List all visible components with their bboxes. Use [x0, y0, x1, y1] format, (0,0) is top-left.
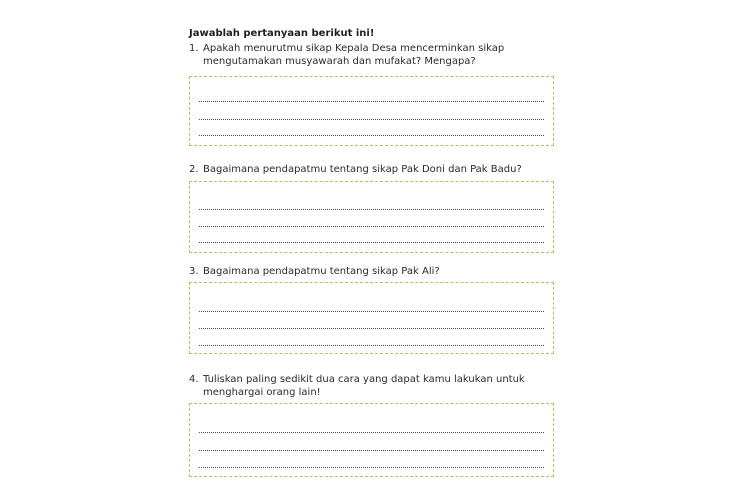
answer-box-2[interactable] [189, 181, 554, 253]
answer-line[interactable] [199, 450, 544, 451]
question-4-number: 4. [189, 374, 199, 385]
answer-box-3[interactable] [189, 282, 554, 354]
question-2-number: 2. [189, 164, 199, 175]
answer-line[interactable] [199, 432, 544, 433]
answer-line[interactable] [199, 135, 544, 136]
question-1-number: 1. [189, 43, 199, 54]
answer-line[interactable] [199, 467, 544, 468]
answer-line[interactable] [199, 209, 544, 210]
question-3 [189, 265, 579, 278]
question-4-text: Tuliskan paling sedikit dua cara yang dapat kamu lakukan untuk menghargai orang lain! [203, 374, 525, 398]
answer-line[interactable] [199, 328, 544, 329]
question-3-number: 3. [189, 266, 199, 277]
answer-line[interactable] [199, 119, 544, 120]
question-2 [189, 163, 579, 176]
instruction-heading: Jawablah pertanyaan berikut ini! [189, 28, 375, 39]
answer-line[interactable] [199, 345, 544, 346]
question-1 [189, 42, 579, 68]
answer-box-1[interactable] [189, 76, 554, 146]
answer-line[interactable] [199, 311, 544, 312]
question-1-text: Apakah menurutmu sikap Kepala Desa mencerminkan sikap mengutamakan musyawarah dan mufakat? Mengapa? [203, 43, 505, 67]
question-4 [189, 373, 569, 399]
question-3-text: Bagaimana pendapatmu tentang sikap Pak Ali? [203, 266, 440, 277]
answer-box-4[interactable] [189, 403, 554, 477]
answer-line[interactable] [199, 242, 544, 243]
answer-line[interactable] [199, 101, 544, 102]
question-2-text: Bagaimana pendapatmu tentang sikap Pak Doni dan Pak Badu? [203, 164, 522, 175]
answer-line[interactable] [199, 226, 544, 227]
